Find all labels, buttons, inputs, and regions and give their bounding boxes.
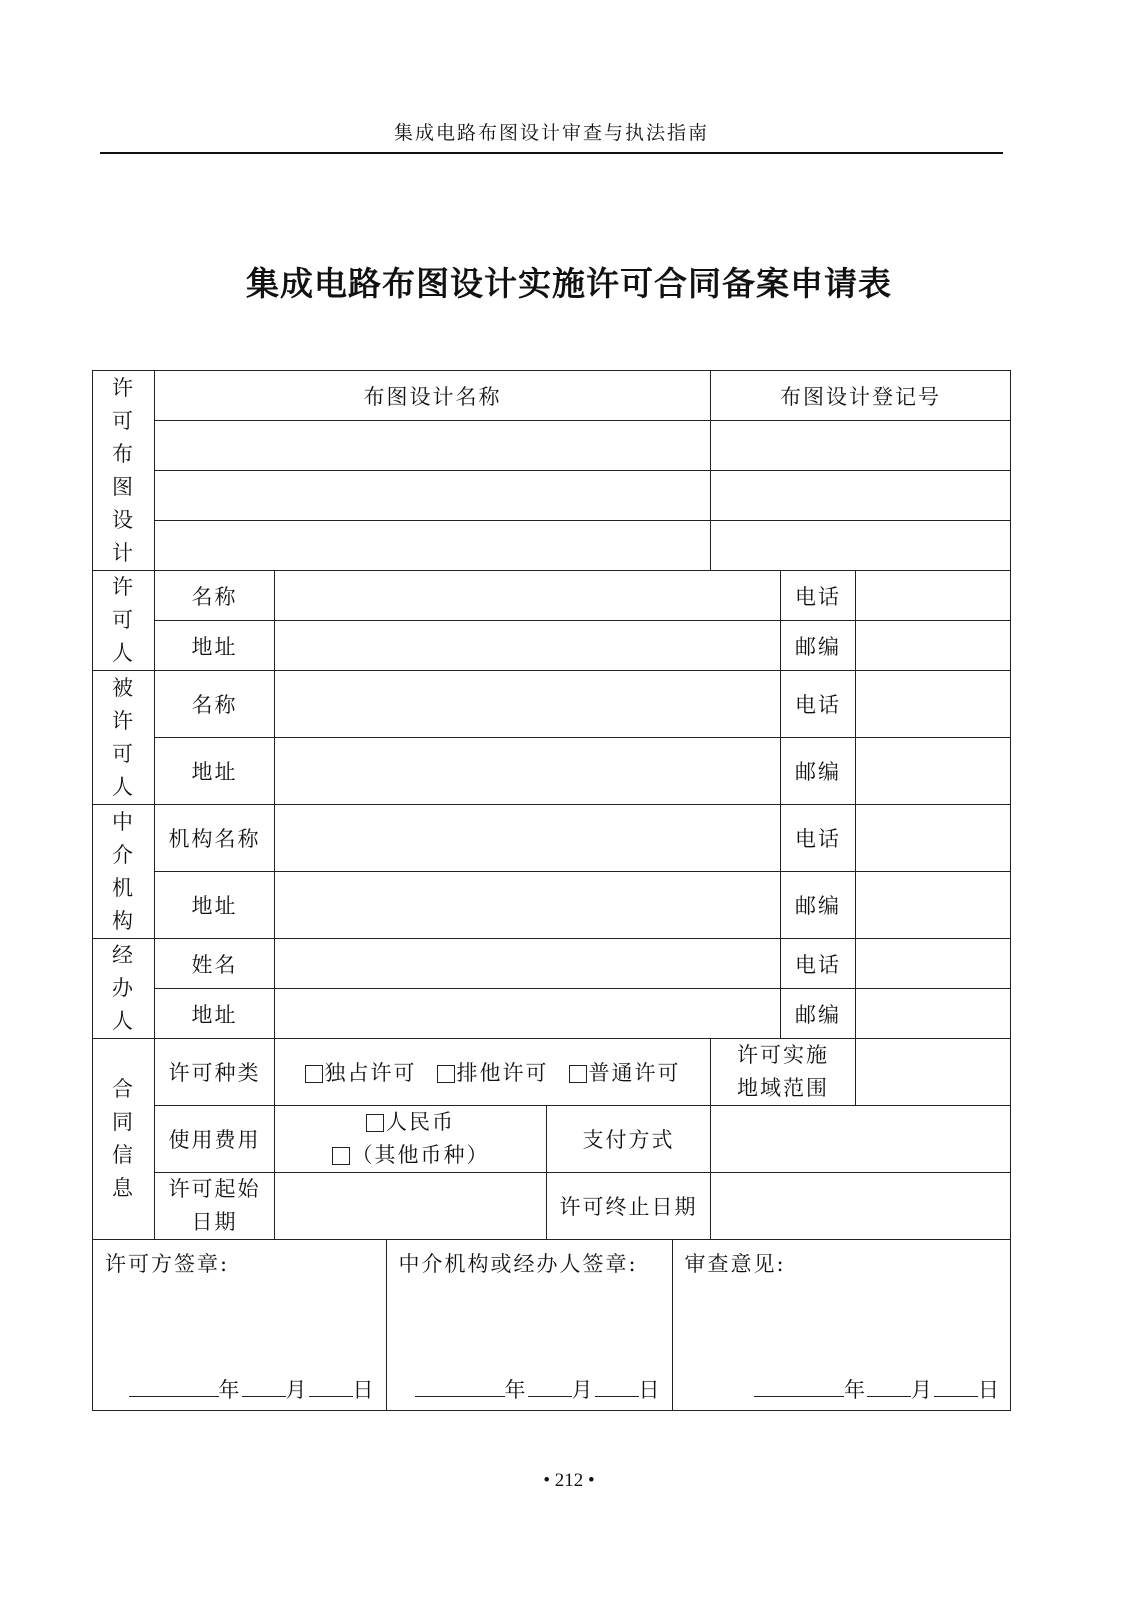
document-title: 集成电路布图设计实施许可合同备案申请表: [246, 264, 892, 303]
licensor-address-label: 地址: [155, 621, 275, 671]
license-type-options: [275, 1039, 711, 1106]
agency-name-label: 机构名称: [155, 805, 275, 872]
license-region-field[interactable]: [856, 1039, 1011, 1106]
handler-name-field[interactable]: [275, 939, 781, 989]
checkbox[interactable]: [569, 1065, 587, 1083]
page-number: • 212 •: [543, 1470, 595, 1491]
section-label-handler: 经 办 人: [93, 939, 155, 1039]
licensor-postcode-label: 邮编: [781, 621, 856, 671]
licensee-postcode-field[interactable]: [856, 738, 1011, 805]
checkbox[interactable]: [305, 1065, 323, 1083]
handler-postcode-field[interactable]: [856, 989, 1011, 1039]
licensee-postcode-label: 邮编: [781, 738, 856, 805]
licensor-signature-label: 许可方签章:: [105, 1252, 230, 1276]
running-header: 集成电路布图设计审查与执法指南: [393, 122, 709, 144]
agency-phone-label: 电话: [781, 805, 856, 872]
design-name-header: 布图设计名称: [155, 371, 711, 421]
agency-signature-cell[interactable]: [386, 1240, 672, 1410]
agency-address-field[interactable]: [275, 872, 781, 939]
handler-address-label: 地址: [155, 989, 275, 1039]
end-date-field[interactable]: [711, 1173, 1011, 1240]
agency-postcode-label: 邮编: [781, 872, 856, 939]
licensor-address-field[interactable]: [275, 621, 781, 671]
payment-method-label: 支付方式: [547, 1106, 711, 1173]
currency-other[interactable]: （其他币种）: [275, 1139, 546, 1172]
handler-phone-field[interactable]: [856, 939, 1011, 989]
design-reg-no-header: 布图设计登记号: [711, 371, 1011, 421]
licensor-phone-label: 电话: [781, 571, 856, 621]
licensor-phone-field[interactable]: [856, 571, 1011, 621]
signature-row: [93, 1240, 1011, 1411]
fee-label: 使用费用: [155, 1106, 275, 1173]
design-reg-no-cell-3[interactable]: [711, 521, 1011, 571]
option-exclusive[interactable]: 独占许可: [305, 1057, 417, 1087]
licensee-name-field[interactable]: [275, 671, 781, 738]
design-reg-no-cell-1[interactable]: [711, 421, 1011, 471]
design-name-cell-2[interactable]: [155, 471, 711, 521]
checkbox[interactable]: [332, 1147, 350, 1165]
section-label-contract: 合 同 信 息: [93, 1039, 155, 1240]
agency-signature-label: 中介机构或经办人签章:: [398, 1252, 638, 1276]
option-ordinary[interactable]: 普通许可: [569, 1057, 681, 1087]
licensee-address-label: 地址: [155, 738, 275, 805]
checkbox[interactable]: [366, 1114, 384, 1132]
fee-currency-options: [275, 1106, 547, 1173]
design-name-cell-3[interactable]: [155, 521, 711, 571]
design-reg-no-cell-2[interactable]: [711, 471, 1011, 521]
currency-rmb[interactable]: 人民币: [275, 1106, 546, 1139]
checkbox[interactable]: [437, 1065, 455, 1083]
option-sole[interactable]: 排他许可: [437, 1057, 549, 1087]
agency-phone-field[interactable]: [856, 805, 1011, 872]
review-opinion-label: 审查意见:: [684, 1252, 786, 1276]
licensor-signature-cell[interactable]: [93, 1240, 386, 1410]
agency-postcode-field[interactable]: [856, 872, 1011, 939]
design-name-cell-1[interactable]: [155, 421, 711, 471]
agency-address-label: 地址: [155, 872, 275, 939]
agency-name-field[interactable]: [275, 805, 781, 872]
licensee-address-field[interactable]: [275, 738, 781, 805]
handler-postcode-label: 邮编: [781, 989, 856, 1039]
agency-signature-date: 年 月 日: [415, 1374, 662, 1404]
start-date-field[interactable]: [275, 1173, 547, 1240]
end-date-label: 许可终止日期: [547, 1173, 711, 1240]
section-label-licensee: 被 许 可 人: [93, 671, 155, 805]
review-opinion-date: 年 月 日: [754, 1374, 1001, 1404]
section-label-licensor: 许 可 人: [93, 571, 155, 671]
header-rule: [100, 152, 1003, 154]
licensee-name-label: 名称: [155, 671, 275, 738]
handler-name-label: 姓名: [155, 939, 275, 989]
licensee-phone-label: 电话: [781, 671, 856, 738]
licensor-name-field[interactable]: [275, 571, 781, 621]
application-form-table: [92, 370, 1011, 1411]
licensor-postcode-field[interactable]: [856, 621, 1011, 671]
license-type-label: 许可种类: [155, 1039, 275, 1106]
review-opinion-cell[interactable]: [672, 1240, 1011, 1410]
licensor-name-label: 名称: [155, 571, 275, 621]
license-region-label: 许可实施 地域范围: [711, 1039, 856, 1106]
handler-address-field[interactable]: [275, 989, 781, 1039]
handler-phone-label: 电话: [781, 939, 856, 989]
start-date-label: 许可起始 日期: [155, 1173, 275, 1240]
section-label-agency: 中 介 机 构: [93, 805, 155, 939]
licensee-phone-field[interactable]: [856, 671, 1011, 738]
licensor-signature-date: 年 月 日: [129, 1374, 376, 1404]
section-label-design: 许 可 布 图 设 计: [93, 371, 155, 571]
payment-method-field[interactable]: [711, 1106, 1011, 1173]
